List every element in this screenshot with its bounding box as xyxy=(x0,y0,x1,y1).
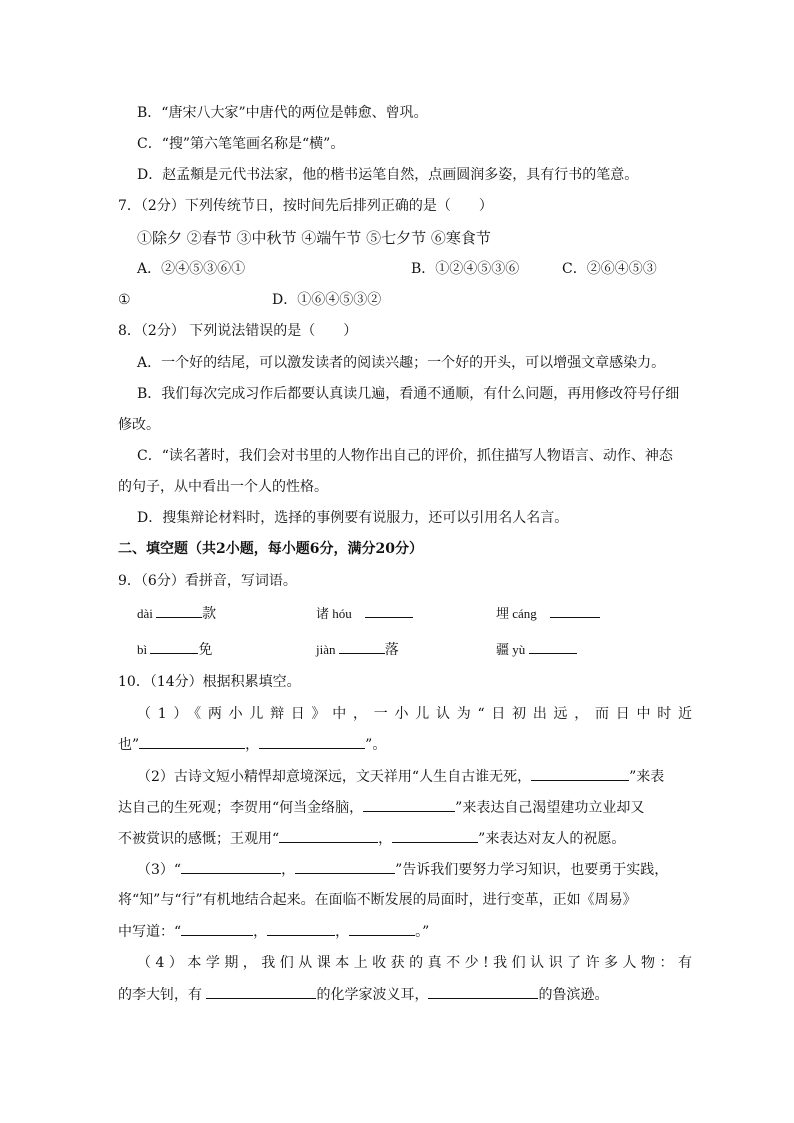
q9-item xyxy=(137,603,216,624)
answer-blank[interactable] xyxy=(428,984,538,999)
text-segment: ”来表达自己渴望建功立业却又 xyxy=(455,800,645,816)
q10-part2-line2 xyxy=(118,797,644,818)
text-segment: （3）“ xyxy=(137,862,182,878)
text-segment: 的李大钊，有 xyxy=(118,987,207,1003)
q8-option-a: A．一个好的结尾，可以激发读者的阅读兴趣；一个好的开头，可以增强文章感染力。 xyxy=(137,355,666,371)
answer-blank[interactable] xyxy=(295,859,395,874)
answer-blank[interactable] xyxy=(206,984,316,999)
q9-stem: 9．（6分）看拼音，写词语。 xyxy=(118,573,297,589)
q8-option-b-line2: 修改。 xyxy=(118,417,160,433)
answer-blank[interactable] xyxy=(279,828,378,843)
q9-pinyin: 疆 yù xyxy=(496,642,529,657)
q10-part3-line1 xyxy=(137,859,668,880)
q10-stem: 10．（14分）根据积累填空。 xyxy=(118,674,301,690)
text-segment: ， xyxy=(253,924,268,940)
q10-part3-line3 xyxy=(118,921,429,942)
q8-option-b-line1: B．我们每次完成习作后都要认真读几遍，看通不通顺，有什么问题，再用修改符号仔细 xyxy=(137,386,680,402)
q7-option-c: C．②⑥④⑤③ xyxy=(562,261,657,277)
text-segment: 也” xyxy=(118,737,140,753)
answer-blank[interactable] xyxy=(150,639,198,654)
q8-option-c-line1: C．“读名著时，我们会对书里的人物作出自己的评价，抓住描写人物语言、动作、神态 xyxy=(137,448,673,464)
q6-option-d: D．赵孟頫是元代书法家，他的楷书运笔自然，点画圆润多姿，具有行书的笔意。 xyxy=(137,167,639,183)
q9-item xyxy=(496,639,577,660)
text-segment: 中写道：“ xyxy=(118,924,182,940)
answer-blank[interactable] xyxy=(181,921,253,936)
q7-festival-list: ①除夕 ②春节 ③中秋节 ④端午节 ⑤七夕节 ⑥寒食节 xyxy=(137,229,491,247)
q9-pinyin: bì xyxy=(137,642,151,657)
q9-char: 款 xyxy=(202,606,217,622)
answer-blank[interactable] xyxy=(392,828,478,843)
answer-blank[interactable] xyxy=(139,734,245,749)
q6-option-b: B．“唐宋八大家”中唐代的两位是韩愈、曾巩。 xyxy=(137,105,428,121)
q10-part3-line2: 将“知”与“行”有机地结合起来。在面临不断发展的局面时，进行变革，正如《周易》 xyxy=(118,892,637,908)
q10-part2-line3 xyxy=(118,828,625,849)
q9-item xyxy=(316,603,413,624)
answer-blank[interactable] xyxy=(365,603,413,618)
q9-char: 免 xyxy=(198,642,213,658)
q9-char: 落 xyxy=(384,642,399,658)
q10-part2-line1 xyxy=(137,766,664,787)
answer-blank[interactable] xyxy=(550,603,600,618)
q9-pinyin: 诸 hóu xyxy=(316,606,352,621)
q10-part4-line1: （4）本学期，我们从课本上收获的真不少!我们认识了许多人物：有 xyxy=(137,955,692,971)
answer-blank[interactable] xyxy=(156,603,202,618)
text-segment: ， xyxy=(378,831,393,847)
q9-item xyxy=(316,639,399,660)
q9-item xyxy=(137,639,212,660)
text-segment: （2）古诗文短小精悍却意境深远，文天祥用“人生自古谁无死， xyxy=(137,769,532,785)
text-segment: 的鲁滨逊。 xyxy=(538,987,609,1003)
q8-option-d: D．搜集辩论材料时，选择的事例要有说服力，还可以引用名人名言。 xyxy=(137,510,569,526)
text-segment: 达自己的生死观；李贺用“何当金络脑， xyxy=(118,800,364,816)
text-segment: ”来表 xyxy=(629,769,665,785)
section-2-heading: 二、填空题（共2小题，每小题6分，满分20分） xyxy=(118,541,423,557)
answer-blank[interactable] xyxy=(529,639,577,654)
text-segment: ， xyxy=(335,924,350,940)
answer-blank[interactable] xyxy=(259,734,365,749)
text-segment: 。” xyxy=(415,924,430,940)
q6-option-c: C．“搜”第六笔笔画名称是“横”。 xyxy=(137,136,345,152)
q7-option-a: A．②④⑤③⑥① xyxy=(137,261,246,277)
answer-blank[interactable] xyxy=(349,921,415,936)
q10-part1-line1: （1）《两小儿辩日》中，一小儿认为“日初出远，而日中时近 xyxy=(137,706,692,722)
q9-pinyin: 埋 cáng xyxy=(496,606,537,621)
answer-blank[interactable] xyxy=(363,797,455,812)
answer-blank[interactable] xyxy=(531,766,629,781)
answer-blank[interactable] xyxy=(339,639,385,654)
text-segment: ”。 xyxy=(365,737,387,753)
text-segment: ， xyxy=(281,862,296,878)
text-segment: 不被赏识的感慨；王观用“ xyxy=(118,831,280,847)
text-segment: ”来表达对友人的祝愿。 xyxy=(478,831,626,847)
q9-pinyin: dài xyxy=(137,606,157,621)
answer-blank[interactable] xyxy=(181,859,281,874)
text-segment: 的化学家波义耳， xyxy=(316,987,429,1003)
q10-part1-line2 xyxy=(118,734,386,755)
q8-stem: 8．（2分） 下列说法错误的是（ ） xyxy=(118,323,358,339)
q8-option-c-line2: 的句子，从中看出一个人的性格。 xyxy=(118,479,328,495)
answer-blank[interactable] xyxy=(267,921,335,936)
text-segment: ， xyxy=(245,737,260,753)
q7-option-d: D．①⑥④⑤③② xyxy=(272,292,382,308)
q7-option-b: B．①②④⑤③⑥ xyxy=(411,261,520,277)
q10-part4-line2 xyxy=(118,984,608,1005)
q9-item xyxy=(496,603,600,624)
q7-stem: 7．（2分）下列传统节日，按时间先后排列正确的是（ ） xyxy=(118,198,493,214)
q7-option-c-continued: ① xyxy=(118,292,131,308)
q9-pinyin: jiàn xyxy=(316,642,339,657)
text-segment: ”告诉我们要努力学习知识，也要勇于实践， xyxy=(395,862,669,878)
